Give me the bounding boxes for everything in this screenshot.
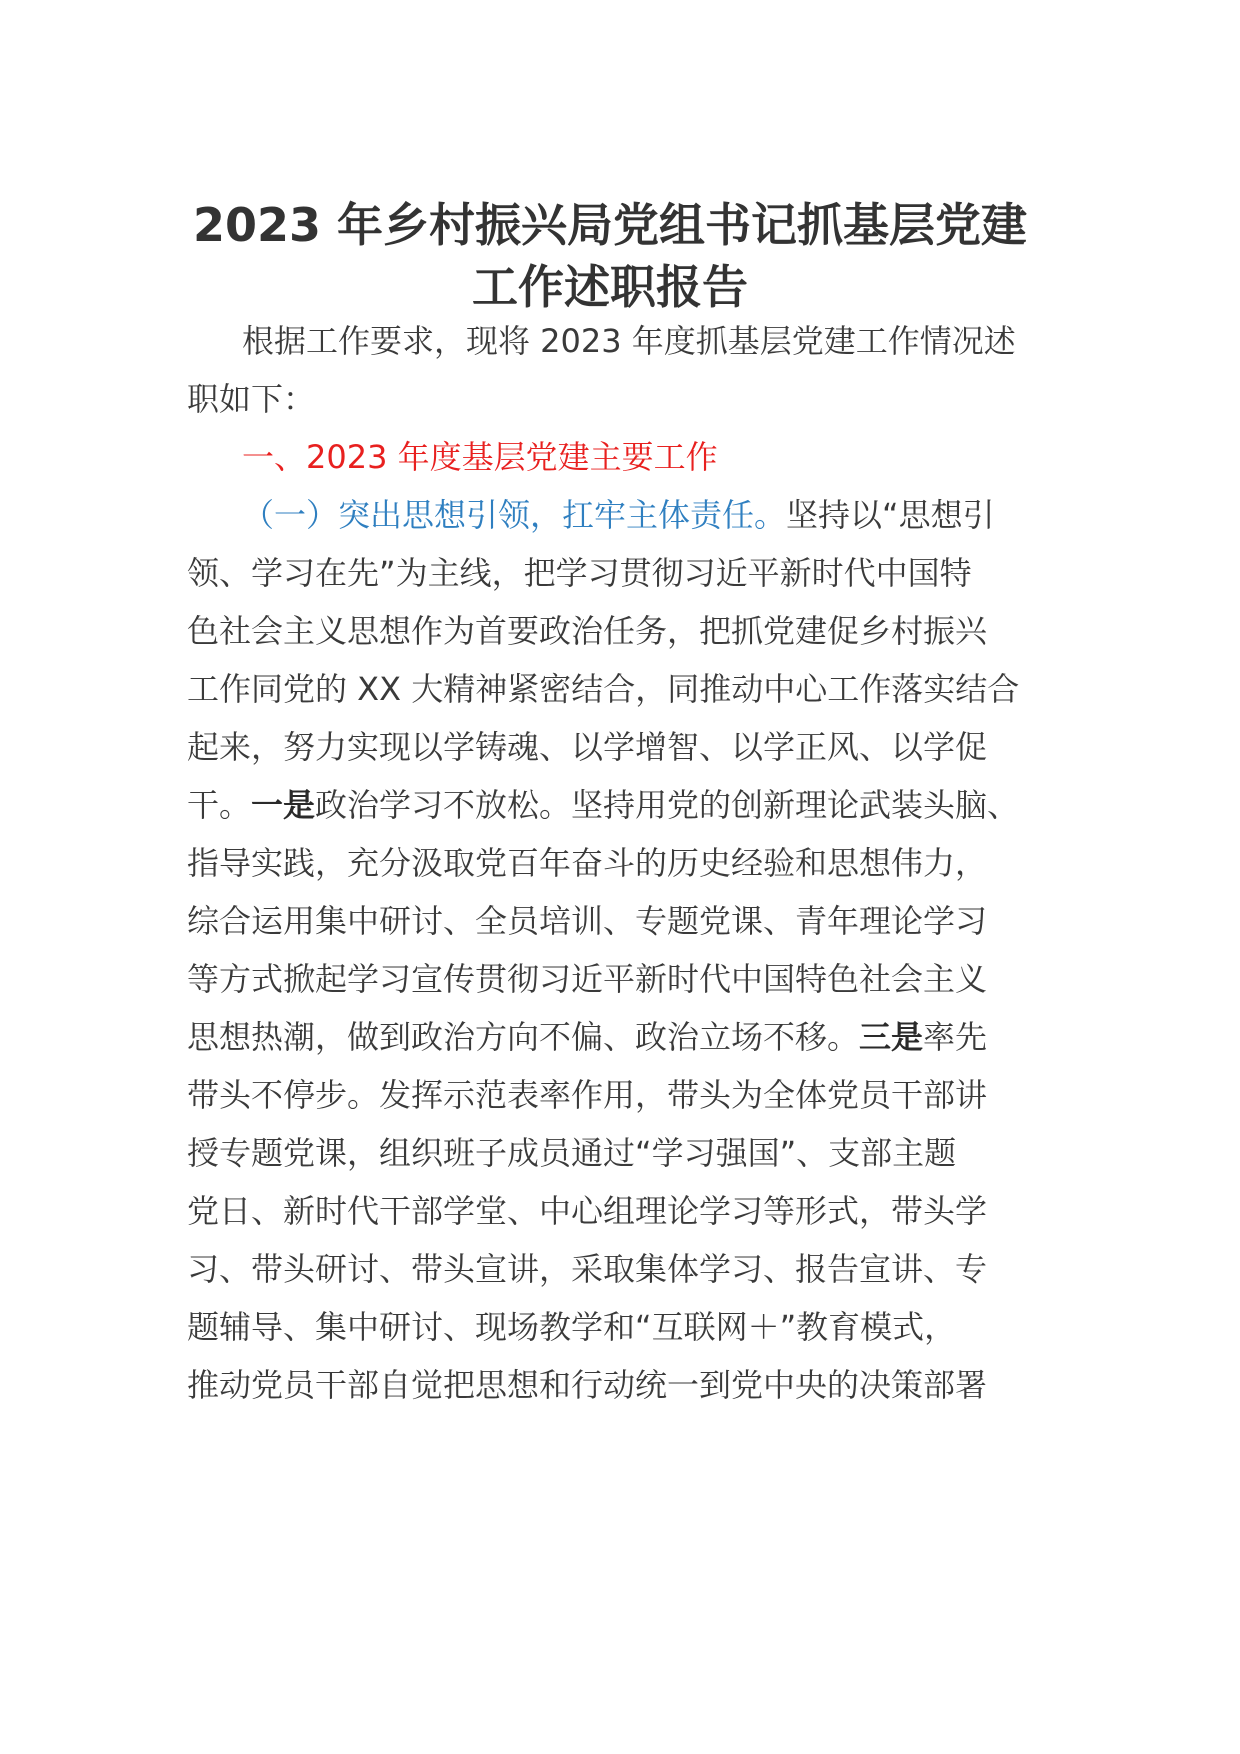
para-line-10-b: 率先 (923, 1018, 988, 1056)
para-line-6-b: 政治学习不放松。坚持用党的创新理论武装头脑、 (315, 786, 1020, 824)
intro-line-1: 根据工作要求，现将 2023 年度抓基层党建工作情况述 (242, 322, 1016, 360)
para-line-6-a: 干。 (187, 786, 252, 824)
para-line-1 (242, 494, 995, 536)
para-line-15: 题辅导、集中研讨、现场教学和“互联网＋”教育模式， (187, 1308, 957, 1346)
para-line-2: 领、学习在先”为主线，把学习贯彻习近平新时代中国特 (187, 554, 972, 592)
intro-line-2: 职如下： (187, 380, 316, 418)
para-line-4: 工作同党的 XX 大精神紧密结合，同推动中心工作落实结合 (187, 670, 1020, 708)
para-line-16: 推动党员干部自觉把思想和行动统一到党中央的决策部署 (187, 1366, 988, 1404)
para-line-8: 综合运用集中研讨、全员培训、专题党课、青年理论学习 (187, 902, 988, 940)
bold-marker-yi-shi: 一是 (251, 786, 316, 824)
para-line-10 (187, 1016, 987, 1058)
subheading-1: （一）突出思想引领，扛牢主体责任。 (242, 496, 787, 534)
bold-marker-san-shi: 三是 (859, 1018, 924, 1056)
para-line-9: 等方式掀起学习宣传贯彻习近平新时代中国特色社会主义 (187, 960, 988, 998)
para-line-5: 起来，努力实现以学铸魂、以学增智、以学正风、以学促 (187, 728, 988, 766)
para-line-12: 授专题党课，组织班子成员通过“学习强国”、支部主题 (187, 1134, 957, 1172)
para-line-7: 指导实践，充分汲取党百年奋斗的历史经验和思想伟力， (187, 844, 988, 882)
document-title-line-2: 工作述职报告 (472, 260, 748, 314)
para-line-10-a: 思想热潮，做到政治方向不偏、政治立场不移。 (187, 1018, 860, 1056)
document-title-line-1: 2023 年乡村振兴局党组书记抓基层党建 (192, 198, 1028, 252)
para-line-11: 带头不停步。发挥示范表率作用，带头为全体党员干部讲 (187, 1076, 988, 1114)
para-line-3: 色社会主义思想作为首要政治任务，把抓党建促乡村振兴 (187, 612, 988, 650)
section-heading-1: 一、2023 年度基层党建主要工作 (242, 438, 718, 476)
para-line-14: 习、带头研讨、带头宣讲，采取集体学习、报告宣讲、专 (187, 1250, 988, 1288)
para-line-1-rest: 坚持以“思想引 (786, 496, 995, 534)
para-line-13: 党日、新时代干部学堂、中心组理论学习等形式，带头学 (187, 1192, 988, 1230)
para-line-6 (187, 784, 1019, 826)
